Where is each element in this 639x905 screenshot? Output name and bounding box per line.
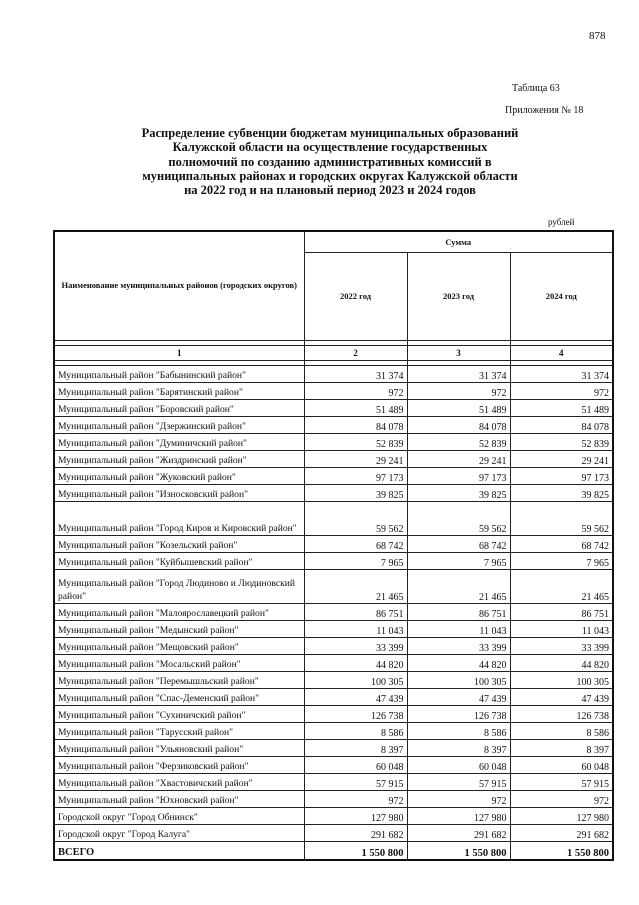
value-2023: 84 078 xyxy=(407,416,510,433)
value-2023: 51 489 xyxy=(407,399,510,416)
value-2023: 8 586 xyxy=(407,722,510,739)
units-label: рублей xyxy=(548,217,575,227)
table-row xyxy=(54,501,613,535)
value-2024: 11 043 xyxy=(510,620,613,637)
municipality-name: Муниципальный район "Тарусский район" xyxy=(54,722,304,739)
municipality-name: Муниципальный район "Медынский район" xyxy=(54,620,304,637)
appendix-label: Приложения № 18 xyxy=(505,105,584,116)
total-row xyxy=(54,841,613,860)
column-index: 4 xyxy=(510,345,613,360)
value-2023: 97 173 xyxy=(407,467,510,484)
value-2024: 127 980 xyxy=(510,807,613,824)
value-2022: 59 562 xyxy=(304,501,407,535)
value-2022: 127 980 xyxy=(304,807,407,824)
value-2024: 8 397 xyxy=(510,739,613,756)
value-2023: 44 820 xyxy=(407,654,510,671)
municipality-name: Муниципальный район "Дзержинский район" xyxy=(54,416,304,433)
municipality-name: Муниципальный район "Боровский район" xyxy=(54,399,304,416)
value-2022: 11 043 xyxy=(304,620,407,637)
value-2023: 100 305 xyxy=(407,671,510,688)
municipality-name: Муниципальный район "Ферзиковский район" xyxy=(54,756,304,773)
municipality-name: Городской округ "Город Обнинск" xyxy=(54,807,304,824)
municipality-name: Муниципальный район "Перемышльский район" xyxy=(54,671,304,688)
municipality-name: Муниципальный район "Сухиничский район" xyxy=(54,705,304,722)
page-number: 878 xyxy=(589,30,606,42)
value-2024: 47 439 xyxy=(510,688,613,705)
table-row xyxy=(54,382,613,399)
municipality-name: Муниципальный район "Спас-Деменский район" xyxy=(54,688,304,705)
value-2023: 972 xyxy=(407,382,510,399)
value-2024: 84 078 xyxy=(510,416,613,433)
municipality-name: Муниципальный район "Юхновский район" xyxy=(54,790,304,807)
header-year-2022: 2022 год xyxy=(304,252,407,340)
value-2023: 33 399 xyxy=(407,637,510,654)
municipality-name: Муниципальный район "Жуковский район" xyxy=(54,467,304,484)
municipality-name: Муниципальный район "Мосальский район" xyxy=(54,654,304,671)
municipality-name: Муниципальный район "Малоярославецкий район" xyxy=(54,603,304,620)
value-2024: 291 682 xyxy=(510,824,613,841)
value-2024: 57 915 xyxy=(510,773,613,790)
value-2024: 59 562 xyxy=(510,501,613,535)
value-2023: 59 562 xyxy=(407,501,510,535)
value-2022: 52 839 xyxy=(304,433,407,450)
header-year-2024: 2024 год xyxy=(510,252,613,340)
table-row xyxy=(54,705,613,722)
value-2022: 60 048 xyxy=(304,756,407,773)
table-row xyxy=(54,671,613,688)
value-2022: 86 751 xyxy=(304,603,407,620)
value-2023: 57 915 xyxy=(407,773,510,790)
value-2022: 31 374 xyxy=(304,365,407,382)
table-row xyxy=(54,416,613,433)
value-2022: 100 305 xyxy=(304,671,407,688)
value-2023: 291 682 xyxy=(407,824,510,841)
municipality-name: Муниципальный район "Мещовский район" xyxy=(54,637,304,654)
subvention-table xyxy=(53,230,614,861)
value-2022: 21 465 xyxy=(304,569,407,603)
table-row xyxy=(54,399,613,416)
value-2022: 84 078 xyxy=(304,416,407,433)
value-2024: 97 173 xyxy=(510,467,613,484)
value-2024: 21 465 xyxy=(510,569,613,603)
title-line: муниципальных районах и городских округах Калужской области xyxy=(142,168,518,183)
total-label: ВСЕГО xyxy=(54,841,304,860)
municipality-name: Муниципальный район "Бабынинский район" xyxy=(54,365,304,382)
value-2023: 7 965 xyxy=(407,552,510,569)
table-row xyxy=(54,790,613,807)
municipality-name: Муниципальный район "Город Людиново и Людиновский район" xyxy=(54,569,304,603)
value-2022: 972 xyxy=(304,790,407,807)
value-2024: 8 586 xyxy=(510,722,613,739)
value-2023: 8 397 xyxy=(407,739,510,756)
municipality-name: Городской округ "Город Калуга" xyxy=(54,824,304,841)
value-2023: 39 825 xyxy=(407,484,510,501)
value-2024: 51 489 xyxy=(510,399,613,416)
table-row xyxy=(54,637,613,654)
value-2022: 7 965 xyxy=(304,552,407,569)
value-2023: 29 241 xyxy=(407,450,510,467)
value-2024: 972 xyxy=(510,382,613,399)
value-2024: 68 742 xyxy=(510,535,613,552)
value-2022: 33 399 xyxy=(304,637,407,654)
municipality-name: Муниципальный район "Жиздринский район" xyxy=(54,450,304,467)
column-index: 2 xyxy=(304,345,407,360)
value-2022: 44 820 xyxy=(304,654,407,671)
value-2022: 57 915 xyxy=(304,773,407,790)
value-2024: 44 820 xyxy=(510,654,613,671)
table-row xyxy=(54,688,613,705)
value-2024: 60 048 xyxy=(510,756,613,773)
value-2024: 126 738 xyxy=(510,705,613,722)
value-2023: 68 742 xyxy=(407,535,510,552)
value-2022: 97 173 xyxy=(304,467,407,484)
value-2022: 68 742 xyxy=(304,535,407,552)
table-row xyxy=(54,467,613,484)
table-row xyxy=(54,756,613,773)
value-2022: 8 586 xyxy=(304,722,407,739)
table-row xyxy=(54,484,613,501)
total-2023: 1 550 800 xyxy=(407,841,510,860)
value-2024: 52 839 xyxy=(510,433,613,450)
total-2022: 1 550 800 xyxy=(304,841,407,860)
title-line: Распределение субвенции бюджетам муниципальных образований xyxy=(141,126,519,140)
municipality-name: Муниципальный район "Ульяновский район" xyxy=(54,739,304,756)
value-2024: 29 241 xyxy=(510,450,613,467)
value-2023: 127 980 xyxy=(407,807,510,824)
value-2022: 47 439 xyxy=(304,688,407,705)
table-row xyxy=(54,824,613,841)
municipality-name: Муниципальный район "Куйбышевский район" xyxy=(54,552,304,569)
table-row xyxy=(54,807,613,824)
value-2022: 51 489 xyxy=(304,399,407,416)
title-line: на 2022 год и на плановый период 2023 и 2024 годов xyxy=(184,183,476,198)
value-2023: 60 048 xyxy=(407,756,510,773)
column-index: 1 xyxy=(54,345,304,360)
municipality-name: Муниципальный район "Износковский район" xyxy=(54,484,304,501)
table-row xyxy=(54,450,613,467)
table-row xyxy=(54,620,613,637)
value-2023: 86 751 xyxy=(407,603,510,620)
municipality-name: Муниципальный район "Барятинский район" xyxy=(54,382,304,399)
value-2023: 31 374 xyxy=(407,365,510,382)
municipality-name: Муниципальный район "Думиничский район" xyxy=(54,433,304,450)
value-2022: 126 738 xyxy=(304,705,407,722)
header-year-2023: 2023 год xyxy=(407,252,510,340)
value-2024: 972 xyxy=(510,790,613,807)
value-2022: 291 682 xyxy=(304,824,407,841)
value-2023: 126 738 xyxy=(407,705,510,722)
table-row xyxy=(54,722,613,739)
municipality-name: Муниципальный район "Хвастовичский район" xyxy=(54,773,304,790)
table-row xyxy=(54,569,613,603)
table-row xyxy=(54,433,613,450)
table-row xyxy=(54,654,613,671)
value-2023: 47 439 xyxy=(407,688,510,705)
value-2024: 39 825 xyxy=(510,484,613,501)
table-row xyxy=(54,365,613,382)
table-row xyxy=(54,739,613,756)
value-2024: 86 751 xyxy=(510,603,613,620)
table-row xyxy=(54,603,613,620)
table-row xyxy=(54,535,613,552)
table-row xyxy=(54,552,613,569)
total-2024: 1 550 800 xyxy=(510,841,613,860)
table-row xyxy=(54,773,613,790)
value-2022: 39 825 xyxy=(304,484,407,501)
header-name-column: Наименование муниципальных районов (городских округов) xyxy=(54,231,304,340)
table-label: Таблица 63 xyxy=(512,83,560,94)
value-2023: 21 465 xyxy=(407,569,510,603)
value-2024: 31 374 xyxy=(510,365,613,382)
value-2022: 8 397 xyxy=(304,739,407,756)
value-2024: 7 965 xyxy=(510,552,613,569)
title-line: полномочий по созданию административных комиссий в xyxy=(168,154,492,169)
value-2023: 11 043 xyxy=(407,620,510,637)
municipality-name: Муниципальный район "Город Киров и Кировский район" xyxy=(54,501,304,535)
column-index: 3 xyxy=(407,345,510,360)
value-2024: 100 305 xyxy=(510,671,613,688)
value-2022: 972 xyxy=(304,382,407,399)
value-2023: 972 xyxy=(407,790,510,807)
value-2023: 52 839 xyxy=(407,433,510,450)
value-2022: 29 241 xyxy=(304,450,407,467)
document-title xyxy=(90,126,570,197)
value-2024: 33 399 xyxy=(510,637,613,654)
title-line: Калужской области на осуществление государственных xyxy=(172,140,488,155)
municipality-name: Муниципальный район "Козельский район" xyxy=(54,535,304,552)
header-sum: Сумма xyxy=(304,231,613,252)
